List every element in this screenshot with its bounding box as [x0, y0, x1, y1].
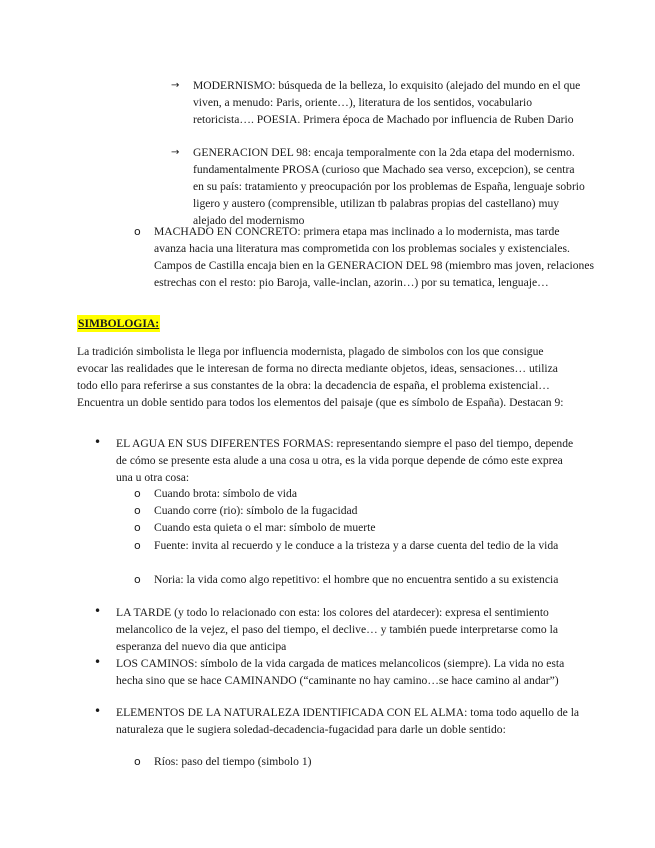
- arrow-bullet-icon: →: [171, 147, 180, 158]
- sub-item-brota: [134, 485, 579, 502]
- bullet-item-tarde: [94, 604, 581, 655]
- circle-bullet-icon: o: [134, 539, 141, 552]
- bullet-item-agua: [94, 435, 581, 486]
- circle-bullet-icon: o: [134, 755, 141, 768]
- list-item-modernismo: [171, 77, 588, 128]
- sub-item-text: Cuando esta quieta o el mar: símbolo de muerte: [154, 521, 376, 534]
- section-heading-simbologia: SIMBOLOGIA:: [78, 317, 160, 330]
- sub-item-corre: [134, 502, 579, 519]
- circle-bullet-icon: o: [134, 225, 141, 238]
- tarde-text: LA TARDE (y todo lo relacionado con esta: los colores del atardecer): expresa el sentimiento melancolico de la vejez, el paso del tiempo, el declive… y también puede interpretarse como la esperanza del nuevo dia que anticipa: [116, 606, 558, 653]
- disc-bullet-icon: •: [94, 655, 102, 669]
- bullet-item-caminos: [94, 655, 581, 689]
- circle-bullet-icon: o: [134, 487, 141, 500]
- machado-text: MACHADO EN CONCRETO: primera etapa mas inclinado a lo modernista, mas tarde avanza hacia una literatura mas comprometida con los problemas sociales y existenciales. Campos de Castilla encaja bien en la GENERACION DEL 98 (miembro mas joven, relaciones estrechas con el resto: pio Baroja, valle-inclan, azorin…) por su tematica, lenguaje…: [154, 225, 595, 289]
- caminos-text: LOS CAMINOS: símbolo de la vida cargada de matices melancolicos (siempre). La vida no esta hecha sino que se hace CAMINANDO (“caminante no hay camino…se hace camino al andar”): [116, 657, 565, 687]
- circle-bullet-icon: o: [134, 573, 141, 586]
- sub-item-text: Fuente: invita al recuerdo y le conduce a la tristeza y a darse cuenta del tedio de la vida: [154, 539, 559, 552]
- sub-item-text: Ríos: paso del tiempo (simbolo 1): [154, 755, 312, 768]
- circle-bullet-icon: o: [134, 504, 141, 517]
- agua-text: EL AGUA EN SUS DIFERENTES FORMAS: representando siempre el paso del tiempo, depende de cómo se presente esta alude a una cosa u otra, es la vida porque depende de cómo este exprea una u otra cosa:: [116, 437, 574, 484]
- sub-item-noria: [134, 571, 579, 588]
- sub-item-quieta: [134, 519, 579, 536]
- disc-bullet-icon: •: [94, 604, 102, 618]
- modernismo-text: MODERNISMO: búsqueda de la belleza, lo exquisito (alejado del mundo en el que viven, a menudo: Paris, oriente…), literatura de los sentidos, vocabulario retoricista…. POESIA. Primera época de Machado por influencia de Ruben Dario: [193, 79, 581, 126]
- intro-paragraph: La tradición simbolista le llega por influencia modernista, plagado de simbolos con los que consigue evocar las realidades que le interesan de forma no directa mediante objetos, ideas, sensaciones… utiliza todo ello para referirse a sus constantes de la obra: la decadencia de españa, el problema existencial… Encuentra un doble sentido para todos los elementos del paisaje (que es símbolo de España). Destacan 9:: [77, 345, 564, 409]
- list-item-generacion-98: [171, 144, 588, 229]
- sub-item-fuente: [134, 537, 579, 554]
- sub-item-rios: [134, 753, 579, 770]
- naturaleza-text: ELEMENTOS DE LA NATURALEZA IDENTIFICADA CON EL ALMA: toma todo aquello de la naturaleza que le sugiera soledad-decadencia-fugacidad para darle un doble sentido:: [116, 706, 580, 736]
- arrow-bullet-icon: →: [171, 80, 180, 91]
- sub-item-text: Noria: la vida como algo repetitivo: el hombre que no encuentra sentido a su existencia: [154, 573, 559, 586]
- generacion-98-text: GENERACION DEL 98: encaja temporalmente con la 2da etapa del modernismo. fundamentalmente PROSA (curioso que Machado sea verso, excepcion), se centra en su país: tratamiento y preocupación por los problemas de España, lenguaje sobrio ligero y austero (comprensible, utilizan tb palabras propias del castellano) muy alejado del modernismo: [193, 146, 585, 227]
- disc-bullet-icon: •: [94, 704, 102, 718]
- disc-bullet-icon: •: [94, 435, 102, 449]
- sub-item-text: Cuando brota: símbolo de vida: [154, 487, 297, 500]
- bullet-item-naturaleza: [94, 704, 581, 738]
- list-item-machado: [134, 223, 595, 291]
- circle-bullet-icon: o: [134, 521, 141, 534]
- sub-item-text: Cuando corre (rio): símbolo de la fugacidad: [154, 504, 358, 517]
